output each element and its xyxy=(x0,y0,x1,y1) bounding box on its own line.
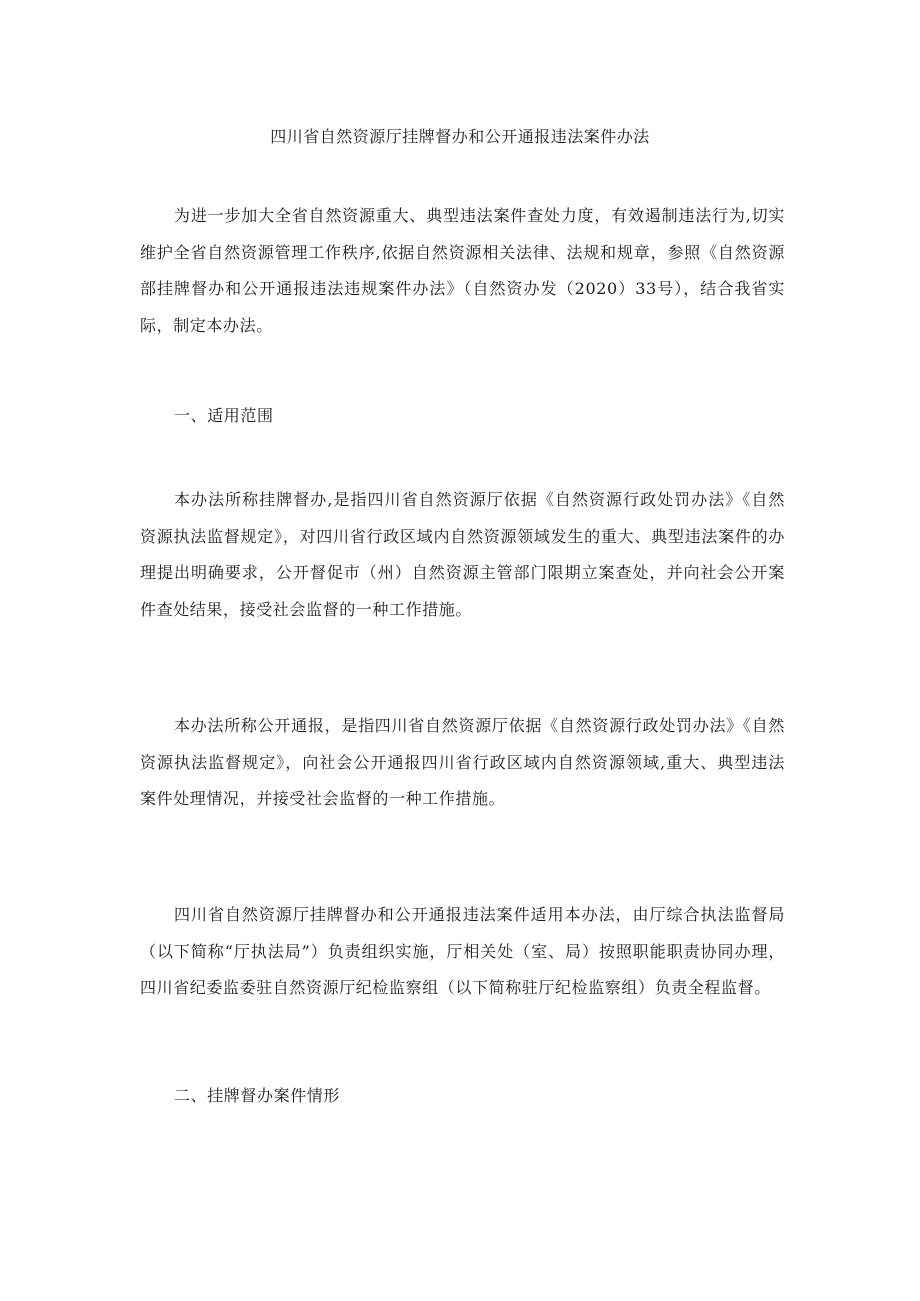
document-title: 四川省自然资源厅挂牌督办和公开通报违法案件办法 xyxy=(270,127,650,146)
paragraph-notice-definition: 本办法所称公开通报，是指四川省自然资源厅依据《自然资源行政处罚办法》《自然资源执法监督规定》，向社会公开通报四川省行政区域内自然资源领域,重大、典型违法案件处理情况，并接受社会监督的一种工作措施。 xyxy=(140,716,785,808)
section-heading-scope: 一、适用范围 xyxy=(174,406,274,425)
paragraph-intro: 为进一步加大全省自然资源重大、典型违法案件查处力度，有效遏制违法行为,切实维护全省自然资源管理工作秩序,依据自然资源相关法律、法规和规章，参照《自然资源部挂牌督办和公开通报违法违规案件办法》（自然资办发（2020）33号），结合我省实际，制定本办法。 xyxy=(140,206,785,335)
paragraph-supervision-definition: 本办法所称挂牌督办,是指四川省自然资源厅依据《自然资源行政处罚办法》《自然资源执法监督规定》，对四川省行政区域内自然资源领域发生的重大、典型违法案件的办理提出明确要求，公开督促市（州）自然资源主管部门限期立案查处，并向社会公开案件查处结果，接受社会监督的一种工作措施。 xyxy=(140,490,785,619)
section-heading-supervision-cases: 二、挂牌督办案件情形 xyxy=(174,1086,341,1105)
paragraph-responsibility: 四川省自然资源厅挂牌督办和公开通报违法案件适用本办法，由厅综合执法监督局（以下简称“厅执法局”）负责组织实施，厅相关处（室、局）按照职能职责协同办理，四川省纪委监委驻自然资源厅纪检监察组（以下简称驻厅纪检监察组）负责全程监督。 xyxy=(140,905,785,997)
